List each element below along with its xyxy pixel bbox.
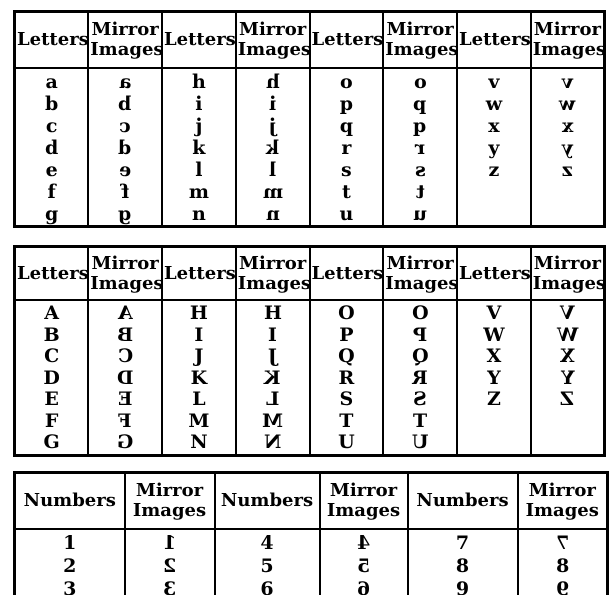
letter: 9 [455,578,470,595]
mirrored-glyph: K [264,366,281,389]
mirror-letter [237,325,309,347]
letter: J [194,345,204,367]
lowercase-letters-table [13,10,606,228]
mirror-letter [384,368,456,390]
mirror-images-cell [320,529,408,595]
letter: 7 [455,532,470,554]
letter: p [339,93,354,115]
mirror-letter [384,71,456,93]
letter: k [192,137,206,159]
mirror-letter [519,532,607,555]
uppercase-letters-mirror-images-header: Mirror Images [531,247,605,301]
letter: F [44,409,59,432]
mirror-letter [384,432,456,454]
mirrored-glyph: P [412,323,428,346]
mirrored-glyph: l [269,159,277,181]
letter: B [43,323,60,346]
lowercase-letters-letters-header: Letters [15,12,89,69]
mirror-letter [384,137,456,159]
mirrored-glyph: x [561,115,574,137]
letter: M [188,409,210,432]
letters-cell [457,68,531,227]
mirror-letter [532,137,603,159]
mirror-letter [89,389,161,411]
header-row [15,473,608,530]
body-row [15,300,605,456]
mirror-letter [237,368,309,390]
mirror-letter [89,115,161,137]
mirrored-glyph: d [118,137,132,159]
numbers-letters-header: Numbers [215,473,320,530]
mirror-letter [89,93,161,115]
mirrored-glyph: b [118,93,132,115]
mirror-images-cell [383,300,457,456]
letter: r [341,137,352,159]
letter: s [341,159,352,181]
mirror-letter [321,532,407,555]
mirror-letter [237,389,309,411]
mirrored-glyph: A [117,302,133,324]
mirror-letter [384,346,456,368]
mirror-letter [89,325,161,347]
header-row [15,12,605,69]
mirror-letter [532,303,603,325]
mirror-letter [532,71,603,93]
letter: G [43,431,60,453]
lowercase-letters-letters-header: Letters [457,12,531,69]
mirror-letter [89,137,161,159]
letter: W [483,323,505,346]
letter: X [486,345,502,367]
mirrored-glyph: j [269,115,277,137]
mirror-letter [519,578,607,595]
mirrored-glyph: 9 [555,578,569,595]
mirror-letter [384,389,456,411]
mirror-letter [532,115,603,137]
mirror-letter [89,411,161,433]
mirror-letter [89,368,161,390]
mirrored-glyph: n [265,203,280,225]
mirrored-glyph: 6 [356,578,371,595]
mirrored-glyph: F [118,409,132,432]
letter: K [190,366,208,389]
mirrored-glyph: a [118,71,132,93]
mirrored-glyph: Z [560,388,575,410]
numbers-letters-header: Numbers [408,473,518,530]
lowercase-letters-mirror-images-header: Mirror Images [88,12,162,69]
letter: c [45,115,58,137]
letters-cell [162,300,236,456]
mirror-letter [237,71,309,93]
letter: z [488,159,500,181]
letter: o [340,71,353,93]
mirrored-glyph: T [413,409,428,432]
letter: T [339,409,354,432]
mirrored-glyph: m [262,181,283,203]
mirrored-glyph: E [117,388,133,410]
lowercase-letters-letters-header: Letters [162,12,236,69]
mirrored-glyph: t [415,181,425,203]
letter: L [192,388,206,410]
letters-cell [310,300,384,456]
lowercase-letters-mirror-images-header: Mirror Images [531,12,605,69]
uppercase-letters-letters-header: Letters [310,247,384,301]
mirrored-glyph: Y [560,366,575,389]
letter: u [339,203,354,225]
mirror-letter [384,303,456,325]
mirrored-glyph: w [559,93,576,115]
mirror-images-cell [518,529,608,595]
mirror-images-cell [125,529,215,595]
mirror-letter [384,181,456,203]
mirror-letter [384,159,456,181]
lowercase-letters-mirror-images-header: Mirror Images [383,12,457,69]
letter: f [47,181,56,203]
mirrored-glyph: s [414,159,426,181]
mirror-letter [237,411,309,433]
uppercase-letters-letters-header: Letters [457,247,531,301]
letter: H [189,302,208,324]
mirrored-glyph: O [411,302,429,324]
mirror-letter [532,93,603,115]
mirrored-glyph: i [269,93,277,115]
mirror-letter [532,346,603,368]
mirrored-glyph: k [266,137,280,159]
lowercase-letters-letters-header: Letters [310,12,384,69]
mirrored-glyph: v [561,71,573,93]
letters-cell [15,68,89,227]
uppercase-letters-mirror-images-header: Mirror Images [236,247,310,301]
letter: A [44,302,59,324]
letter: w [485,93,503,115]
mirror-letter [126,555,214,578]
numbers-mirror-images-header: Mirror Images [518,473,608,530]
letter: d [44,137,59,159]
mirrored-glyph: X [560,345,575,367]
mirrored-glyph: N [263,431,282,453]
mirror-letter [384,93,456,115]
mirror-images-cell [531,68,605,227]
letter: 1 [63,532,77,554]
mirror-images-cell [383,68,457,227]
mirrored-glyph: 3 [162,578,177,595]
letter: 4 [260,532,274,554]
mirror-letter [237,159,309,181]
mirror-letter [532,368,603,390]
letter: a [45,71,58,93]
letters-cell [457,300,531,456]
letter: y [488,137,500,159]
mirrored-glyph: 4 [356,532,371,554]
mirrored-glyph: 1 [162,532,177,554]
letter: O [338,302,355,324]
mirror-letter [89,159,161,181]
mirror-letter [89,203,161,225]
mirrored-glyph: B [117,323,134,346]
mirrored-glyph: H [263,302,282,324]
letter: e [45,159,58,181]
uppercase-letters-letters-header: Letters [162,247,236,301]
mirrored-glyph: e [119,159,132,181]
numbers-mirror-images-header: Mirror Images [125,473,215,530]
letter: S [339,388,354,410]
letter: b [44,93,59,115]
letter: 6 [260,578,274,595]
letter: E [44,388,59,410]
mirrored-glyph: I [268,323,278,346]
mirrored-glyph: 2 [162,555,177,577]
tables-container [13,10,606,595]
mirrored-glyph: q [413,115,427,137]
mirrored-glyph: G [117,431,134,453]
mirror-letter [237,115,309,137]
letter: g [44,203,59,225]
mirror-letter [384,115,456,137]
letter: m [188,181,209,203]
lowercase-letters-mirror-images-header: Mirror Images [236,12,310,69]
mirror-images-cell [531,300,605,456]
mirrored-glyph: u [413,203,428,225]
mirror-letter [89,432,161,454]
mirrored-glyph: y [561,137,573,159]
numbers-table [13,471,609,595]
letter: 8 [455,555,470,577]
mirror-letter [384,325,456,347]
letter: 2 [63,555,77,577]
mirrored-glyph: S [413,388,427,410]
mirror-letter [384,411,456,433]
mirror-letter [237,203,309,225]
letter: j [195,115,203,137]
mirrored-glyph: 8 [555,555,569,577]
mirrored-glyph: U [411,431,429,453]
uppercase-letters-mirror-images-header: Mirror Images [383,247,457,301]
mirror-images-cell [236,300,310,456]
mirrored-glyph: L [265,388,280,410]
mirrored-glyph: f [121,181,130,203]
mirror-images-cell [88,68,162,227]
mirror-letter [89,71,161,93]
letter: D [43,366,60,389]
mirror-images-cell [88,300,162,456]
letter: 5 [260,555,274,577]
mirrored-glyph: R [412,366,429,389]
mirror-images-cell [236,68,310,227]
mirror-letter [237,346,309,368]
mirrored-glyph: J [268,345,278,367]
letter: N [190,431,208,453]
letter: q [339,115,354,137]
uppercase-letters-letters-header: Letters [15,247,89,301]
numbers-letters-header: Numbers [15,473,125,530]
mirror-letter [237,137,309,159]
letter: Q [338,345,355,367]
mirror-letter [89,181,161,203]
letter: l [195,159,203,181]
mirrored-glyph: 7 [555,532,569,554]
mirrored-glyph: C [117,345,133,367]
mirrored-glyph: M [262,409,284,432]
letter: Z [486,388,501,410]
letters-cell [215,529,320,595]
mirror-letter [321,555,407,578]
mirrored-glyph: r [415,137,426,159]
mirror-letter [321,578,407,595]
mirror-letter [237,303,309,325]
mirror-letter [532,325,603,347]
mirror-letter [237,93,309,115]
letter: i [195,93,203,115]
mirrored-glyph: g [118,203,132,225]
uppercase-letters-table [13,245,606,457]
letters-cell [15,300,89,456]
mirrored-glyph: W [556,323,579,346]
mirror-letter [89,346,161,368]
letter: h [191,71,206,93]
letters-cell [162,68,236,227]
letter: 3 [63,578,77,595]
header-row [15,247,605,301]
mirrored-glyph: V [560,302,575,324]
mirror-letter [384,203,456,225]
letters-cell [408,529,518,595]
mirrored-glyph: Q [411,345,429,367]
letters-cell [15,529,125,595]
letter: U [338,431,355,453]
letter: I [194,323,204,346]
mirrored-glyph: D [116,366,134,389]
mirrored-glyph: p [413,93,427,115]
numbers-mirror-images-header: Mirror Images [320,473,408,530]
mirror-letter [126,578,214,595]
letter: P [339,323,354,346]
letter: Y [487,366,501,389]
letter: V [486,302,502,324]
letter: C [44,345,60,367]
mirror-letter [237,432,309,454]
mirrored-glyph: h [265,71,280,93]
letter: t [341,181,351,203]
letter: R [338,366,355,389]
letters-cell [310,68,384,227]
mirror-letter [126,532,214,555]
body-row [15,68,605,227]
mirrored-glyph: c [119,115,131,137]
mirror-letter [89,303,161,325]
mirrored-glyph: o [413,71,427,93]
mirrored-glyph: z [561,159,573,181]
uppercase-letters-mirror-images-header: Mirror Images [88,247,162,301]
mirror-letter [532,159,603,181]
mirror-letter [519,555,607,578]
letter: v [488,71,500,93]
mirror-letter [237,181,309,203]
letter: x [488,115,500,137]
mirror-letter [532,389,603,411]
body-row [15,529,608,595]
letter: n [191,203,206,225]
mirrored-glyph: 5 [356,555,371,577]
